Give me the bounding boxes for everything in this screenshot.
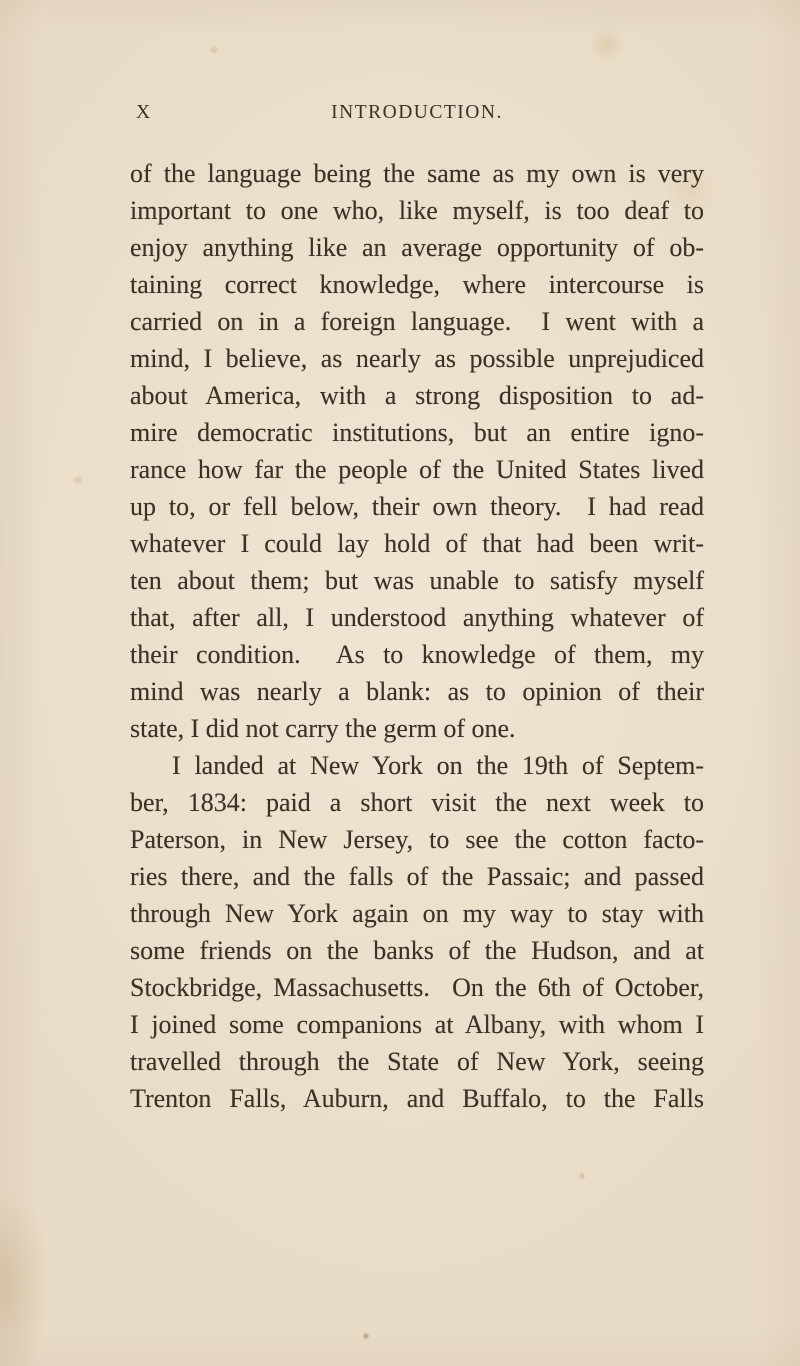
text-line: through New York again on my way to stay with [130,899,704,928]
text-line: mind, I believe, as nearly as possible unprejudiced [130,344,704,373]
text-line: their condition. As to knowledge of them, my [130,640,704,669]
text-line: important to one who, like myself, is too deaf to [130,196,704,225]
text-line: mind was nearly a blank: as to opinion of their [130,677,704,706]
text-line: state, I did not carry the germ of one. [130,714,516,743]
text-line: I landed at New York on the 19th of Septem- [172,751,704,780]
text-line: I joined some companions at Albany, with whom I [130,1010,704,1039]
text-line: up to, or fell below, their own theory. I had read [130,492,704,521]
text-line: that, after all, I understood anything whatever of [130,603,704,632]
text-line: some friends on the banks of the Hudson, and at [130,936,704,965]
text-line: of the language being the same as my own is very [130,159,704,188]
text-line: ber, 1834: paid a short visit the next week to [130,788,704,817]
text-line: taining correct knowledge, where intercourse is [130,270,704,299]
text-line: Paterson, in New Jersey, to see the cotton facto- [130,825,704,854]
text-line: whatever I could lay hold of that had been writ- [130,529,704,558]
text-line: mire democratic institutions, but an entire igno- [130,418,704,447]
text-line: Trenton Falls, Auburn, and Buffalo, to the Falls [130,1084,704,1113]
text-line: travelled through the State of New York, seeing [130,1047,704,1076]
page-body [130,155,704,1117]
text-line: enjoy anything like an average opportunity of ob- [130,233,704,262]
text-line: carried on in a foreign language. I went with a [130,307,704,336]
text-line: rance how far the people of the United States lived [130,455,704,484]
text-line: Stockbridge, Massachusetts. On the 6th of October, [130,973,704,1002]
text-line: about America, with a strong disposition to ad- [130,381,704,410]
text-line: ten about them; but was unable to satisfy myself [130,566,704,595]
page-title: INTRODUCTION. [331,102,503,123]
text-line: ries there, and the falls of the Passaic; and passed [130,862,704,891]
page-number: X [136,102,151,123]
page-header [130,101,704,127]
